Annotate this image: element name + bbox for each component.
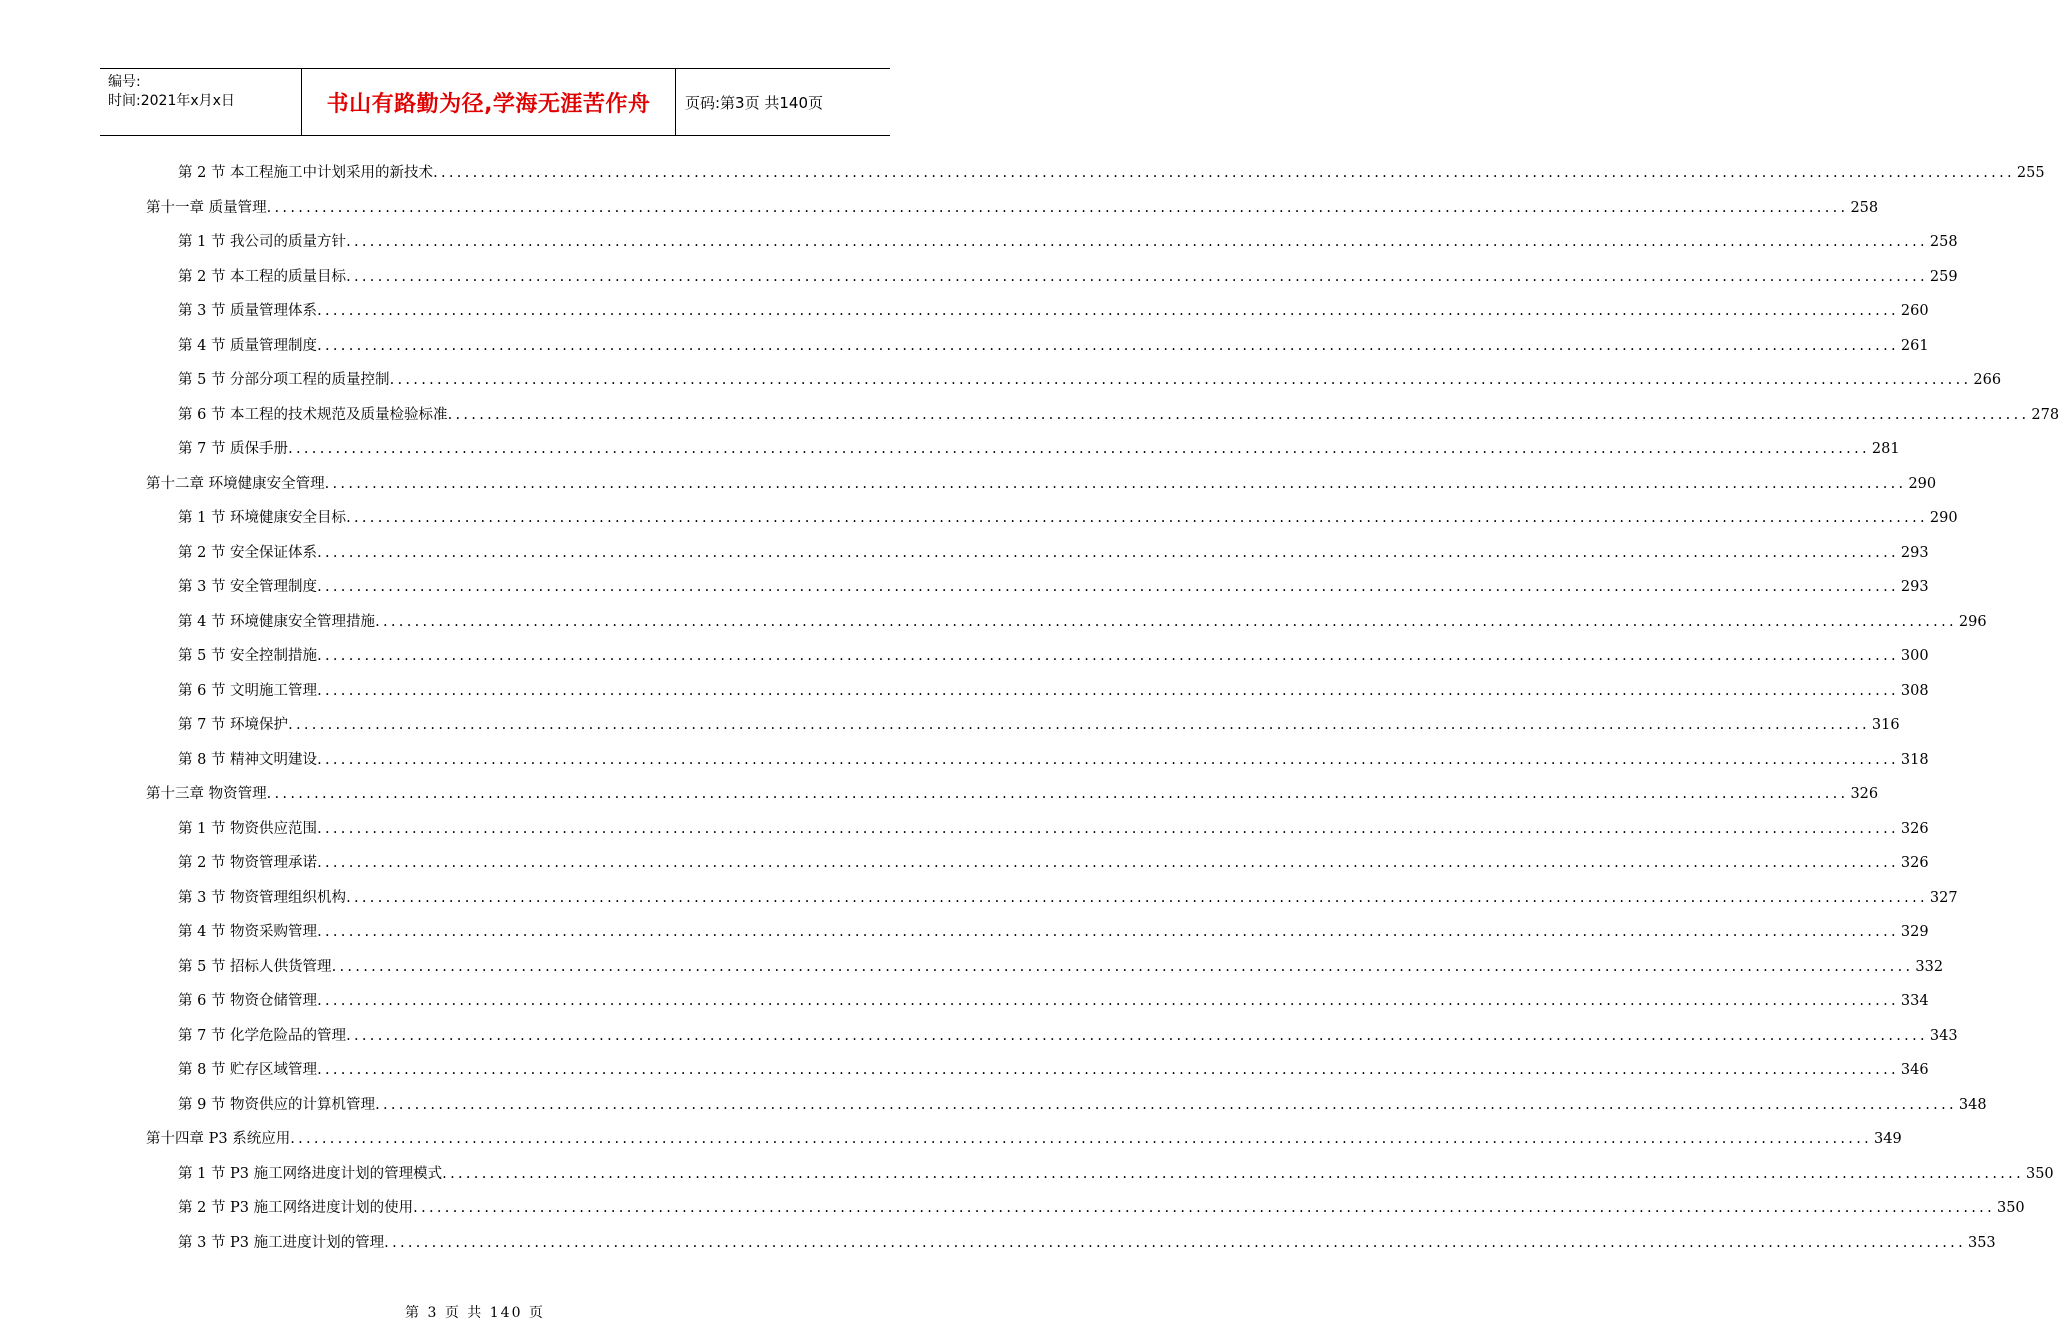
toc-page-number: 343 [1929,1027,1958,1044]
toc-section-entry[interactable] [178,231,1958,253]
toc-entry-title: 第 2 节 本工程施工中计划采用的新技术 [178,165,434,181]
toc-leader-dots: ........................................................................................................................................................................................................ [317,855,1899,871]
toc-leader-dots: ........................................................................................................................................................................................................ [346,1027,1928,1044]
toc-section-entry[interactable] [178,266,1958,288]
toc-leader-dots: ........................................................................................................................................................................................................ [317,648,1899,664]
toc-leader-dots: ........................................................................................................................................................................................................ [317,544,1899,561]
toc-entry-title: 第 7 节 环境保护 [178,717,289,733]
page-number-label: 页码:第3页 共140页 [685,93,823,112]
toc-page-number: 281 [1871,441,1900,457]
toc-leader-dots: ........................................................................................................................................................................................................ [317,993,1899,1009]
toc-section-entry[interactable] [178,990,1929,1012]
toc-page-number: 334 [1900,993,1929,1009]
toc-section-entry[interactable] [178,576,1929,598]
toc-page-number: 261 [1900,337,1929,354]
toc-page-number: 326 [1900,820,1929,837]
toc-page-number: 290 [1929,510,1958,526]
toc-entry-title: 第 5 节 招标人供货管理 [178,958,332,975]
toc-section-entry[interactable] [178,645,1929,667]
toc-leader-dots: ........................................................................................................................................................................................................ [331,958,1914,975]
toc-leader-dots: ........................................................................................................................................................................................................ [288,441,1870,457]
toc-page-number: 300 [1900,648,1929,664]
toc-section-entry[interactable] [178,852,1929,874]
toc-leader-dots: ........................................................................................................................................................................................................ [346,889,1928,906]
toc-leader-dots: ........................................................................................................................................................................................................ [317,579,1899,595]
toc-page-number: 329 [1900,924,1929,940]
toc-chapter-entry[interactable] [146,473,1937,495]
toc-entry-title: 第十一章 质量管理 [146,199,267,216]
toc-page-number: 326 [1900,855,1929,871]
toc-entry-title: 第 6 节 物资仓储管理 [178,993,318,1009]
toc-page-number: 350 [1996,1200,2025,1216]
toc-leader-dots: ........................................................................................................................................................................................................ [266,199,1849,216]
toc-section-entry[interactable] [178,887,1958,909]
header-info-cell [100,69,302,135]
toc-chapter-entry[interactable] [146,197,1879,219]
toc-entry-title: 第十四章 P3 系统应用 [146,1131,291,1147]
header-page-cell [676,69,890,135]
toc-page-number: 293 [1900,579,1929,595]
page-header [100,68,890,136]
toc-entry-title: 第 4 节 质量管理制度 [178,337,318,354]
toc-leader-dots: ........................................................................................................................................................................................................ [317,682,1899,699]
toc-chapter-entry[interactable] [146,1128,1902,1150]
toc-section-entry[interactable] [178,438,1900,460]
toc-section-entry[interactable] [178,335,1929,357]
toc-entry-title: 第 8 节 贮存区域管理 [178,1062,318,1078]
toc-leader-dots: ........................................................................................................................................................................................................ [266,786,1849,802]
toc-leader-dots: ........................................................................................................................................................................................................ [384,1234,1966,1251]
toc-page-number: 327 [1929,889,1958,906]
toc-section-entry[interactable] [178,404,2059,426]
toc-entry-title: 第 2 节 安全保证体系 [178,544,318,561]
toc-leader-dots: ........................................................................................................................................................................................................ [442,1165,2024,1182]
toc-section-entry[interactable] [178,956,1944,978]
header-motto-cell [302,69,676,135]
motto-text: 书山有路勤为径,学海无涯苦作舟 [326,91,651,117]
toc-entry-title: 第 7 节 化学危险品的管理 [178,1027,347,1044]
toc-section-entry[interactable] [178,542,1929,564]
toc-entry-title: 第 9 节 物资供应的计算机管理 [178,1096,376,1113]
toc-entry-title: 第 8 节 精神文明建设 [178,751,318,768]
toc-page-number: 296 [1958,613,1987,630]
toc-leader-dots: ........................................................................................................................................................................................................ [346,234,1928,250]
toc-entry-title: 第 1 节 我公司的质量方针 [178,234,347,250]
toc-entry-title: 第 4 节 物资采购管理 [178,924,318,940]
toc-leader-dots: ........................................................................................................................................................................................................ [317,751,1899,768]
toc-entry-title: 第 3 节 P3 施工进度计划的管理 [178,1234,385,1251]
toc-entry-title: 第十三章 物资管理 [146,786,267,802]
toc-page-number: 316 [1871,717,1900,733]
toc-page-number: 259 [1929,268,1958,285]
toc-section-entry[interactable] [178,1094,1987,1116]
toc-page-number: 258 [1929,234,1958,250]
toc-leader-dots: ........................................................................................................................................................................................................ [375,1096,1957,1113]
toc-leader-dots: ........................................................................................................................................................................................................ [317,1062,1899,1078]
toc-page-number: 260 [1900,303,1929,319]
toc-section-entry[interactable] [178,300,1929,322]
toc-leader-dots: ........................................................................................................................................................................................................ [433,165,2015,181]
toc-page-number: 278 [2031,406,2059,423]
toc-entry-title: 第 2 节 物资管理承诺 [178,855,318,871]
toc-page-number: 258 [1850,199,1879,216]
toc-entry-title: 第十二章 环境健康安全管理 [146,475,325,492]
toc-entry-title: 第 1 节 P3 施工网络进度计划的管理模式 [178,1165,443,1182]
toc-leader-dots: ........................................................................................................................................................................................................ [288,717,1870,733]
toc-entry-title: 第 5 节 分部分项工程的质量控制 [178,372,390,388]
toc-section-entry[interactable] [178,1025,1958,1047]
toc-page-number: 318 [1900,751,1929,768]
toc-page-number: 290 [1908,475,1937,492]
toc-page-number: 346 [1900,1062,1929,1078]
page-footer: 第 3 页 共 140 页 [405,1305,545,1321]
toc-section-entry[interactable] [178,369,2002,391]
toc-section-entry[interactable] [178,749,1929,771]
toc-entry-title: 第 3 节 物资管理组织机构 [178,889,347,906]
toc-leader-dots: ........................................................................................................................................................................................................ [346,268,1928,285]
toc-chapter-entry[interactable] [146,783,1879,805]
toc-section-entry[interactable] [178,507,1958,529]
toc-leader-dots: ........................................................................................................................................................................................................ [317,924,1899,940]
toc-section-entry[interactable] [178,1197,2025,1219]
toc-section-entry[interactable] [178,680,1929,702]
toc-leader-dots: ........................................................................................................................................................................................................ [317,820,1899,837]
toc-section-entry[interactable] [178,1232,1996,1254]
toc-page-number: 293 [1900,544,1929,561]
toc-page-number: 353 [1967,1234,1996,1251]
toc-section-entry[interactable] [178,818,1929,840]
toc-section-entry[interactable] [178,162,2045,184]
toc-section-entry[interactable] [178,1059,1929,1081]
toc-entry-title: 第 5 节 安全控制措施 [178,648,318,664]
serial-number-label: 编号: [108,74,141,90]
toc-leader-dots: ........................................................................................................................................................................................................ [317,337,1899,354]
toc-page-number: 350 [2025,1165,2054,1182]
toc-page-number: 255 [2016,165,2045,181]
toc-entry-title: 第 1 节 环境健康安全目标 [178,510,347,526]
toc-entry-title: 第 2 节 P3 施工网络进度计划的使用 [178,1200,414,1216]
toc-entry-title: 第 4 节 环境健康安全管理措施 [178,613,376,630]
toc-section-entry[interactable] [178,921,1929,943]
toc-leader-dots: ........................................................................................................................................................................................................ [290,1131,1873,1147]
toc-leader-dots: ........................................................................................................................................................................................................ [324,475,1907,492]
toc-leader-dots: ........................................................................................................................................................................................................ [317,303,1899,319]
toc-entry-title: 第 3 节 安全管理制度 [178,579,318,595]
toc-entry-title: 第 7 节 质保手册 [178,441,289,457]
toc-page-number: 266 [1973,372,2002,388]
toc-page-number: 308 [1900,682,1929,699]
toc-section-entry[interactable] [178,611,1987,633]
toc-page-number: 326 [1850,786,1879,802]
toc-leader-dots: ........................................................................................................................................................................................................ [447,406,2030,423]
toc-entry-title: 第 6 节 本工程的技术规范及质量检验标准 [178,406,448,423]
toc-entry-title: 第 1 节 物资供应范围 [178,820,318,837]
toc-section-entry[interactable] [178,1163,2054,1185]
toc-leader-dots: ........................................................................................................................................................................................................ [413,1200,1995,1216]
toc-page-number: 332 [1915,958,1944,975]
toc-entry-title: 第 2 节 本工程的质量目标 [178,268,347,285]
toc-leader-dots: ........................................................................................................................................................................................................ [375,613,1957,630]
toc-leader-dots: ........................................................................................................................................................................................................ [346,510,1928,526]
toc-page-number: 349 [1874,1131,1902,1147]
toc-page-number: 348 [1958,1096,1987,1113]
toc-section-entry[interactable] [178,714,1900,736]
toc-entry-title: 第 3 节 质量管理体系 [178,303,318,319]
toc-leader-dots: ........................................................................................................................................................................................................ [389,372,1972,388]
toc-entry-title: 第 6 节 文明施工管理 [178,682,318,699]
date-label: 时间:2021年x月x日 [108,93,235,109]
